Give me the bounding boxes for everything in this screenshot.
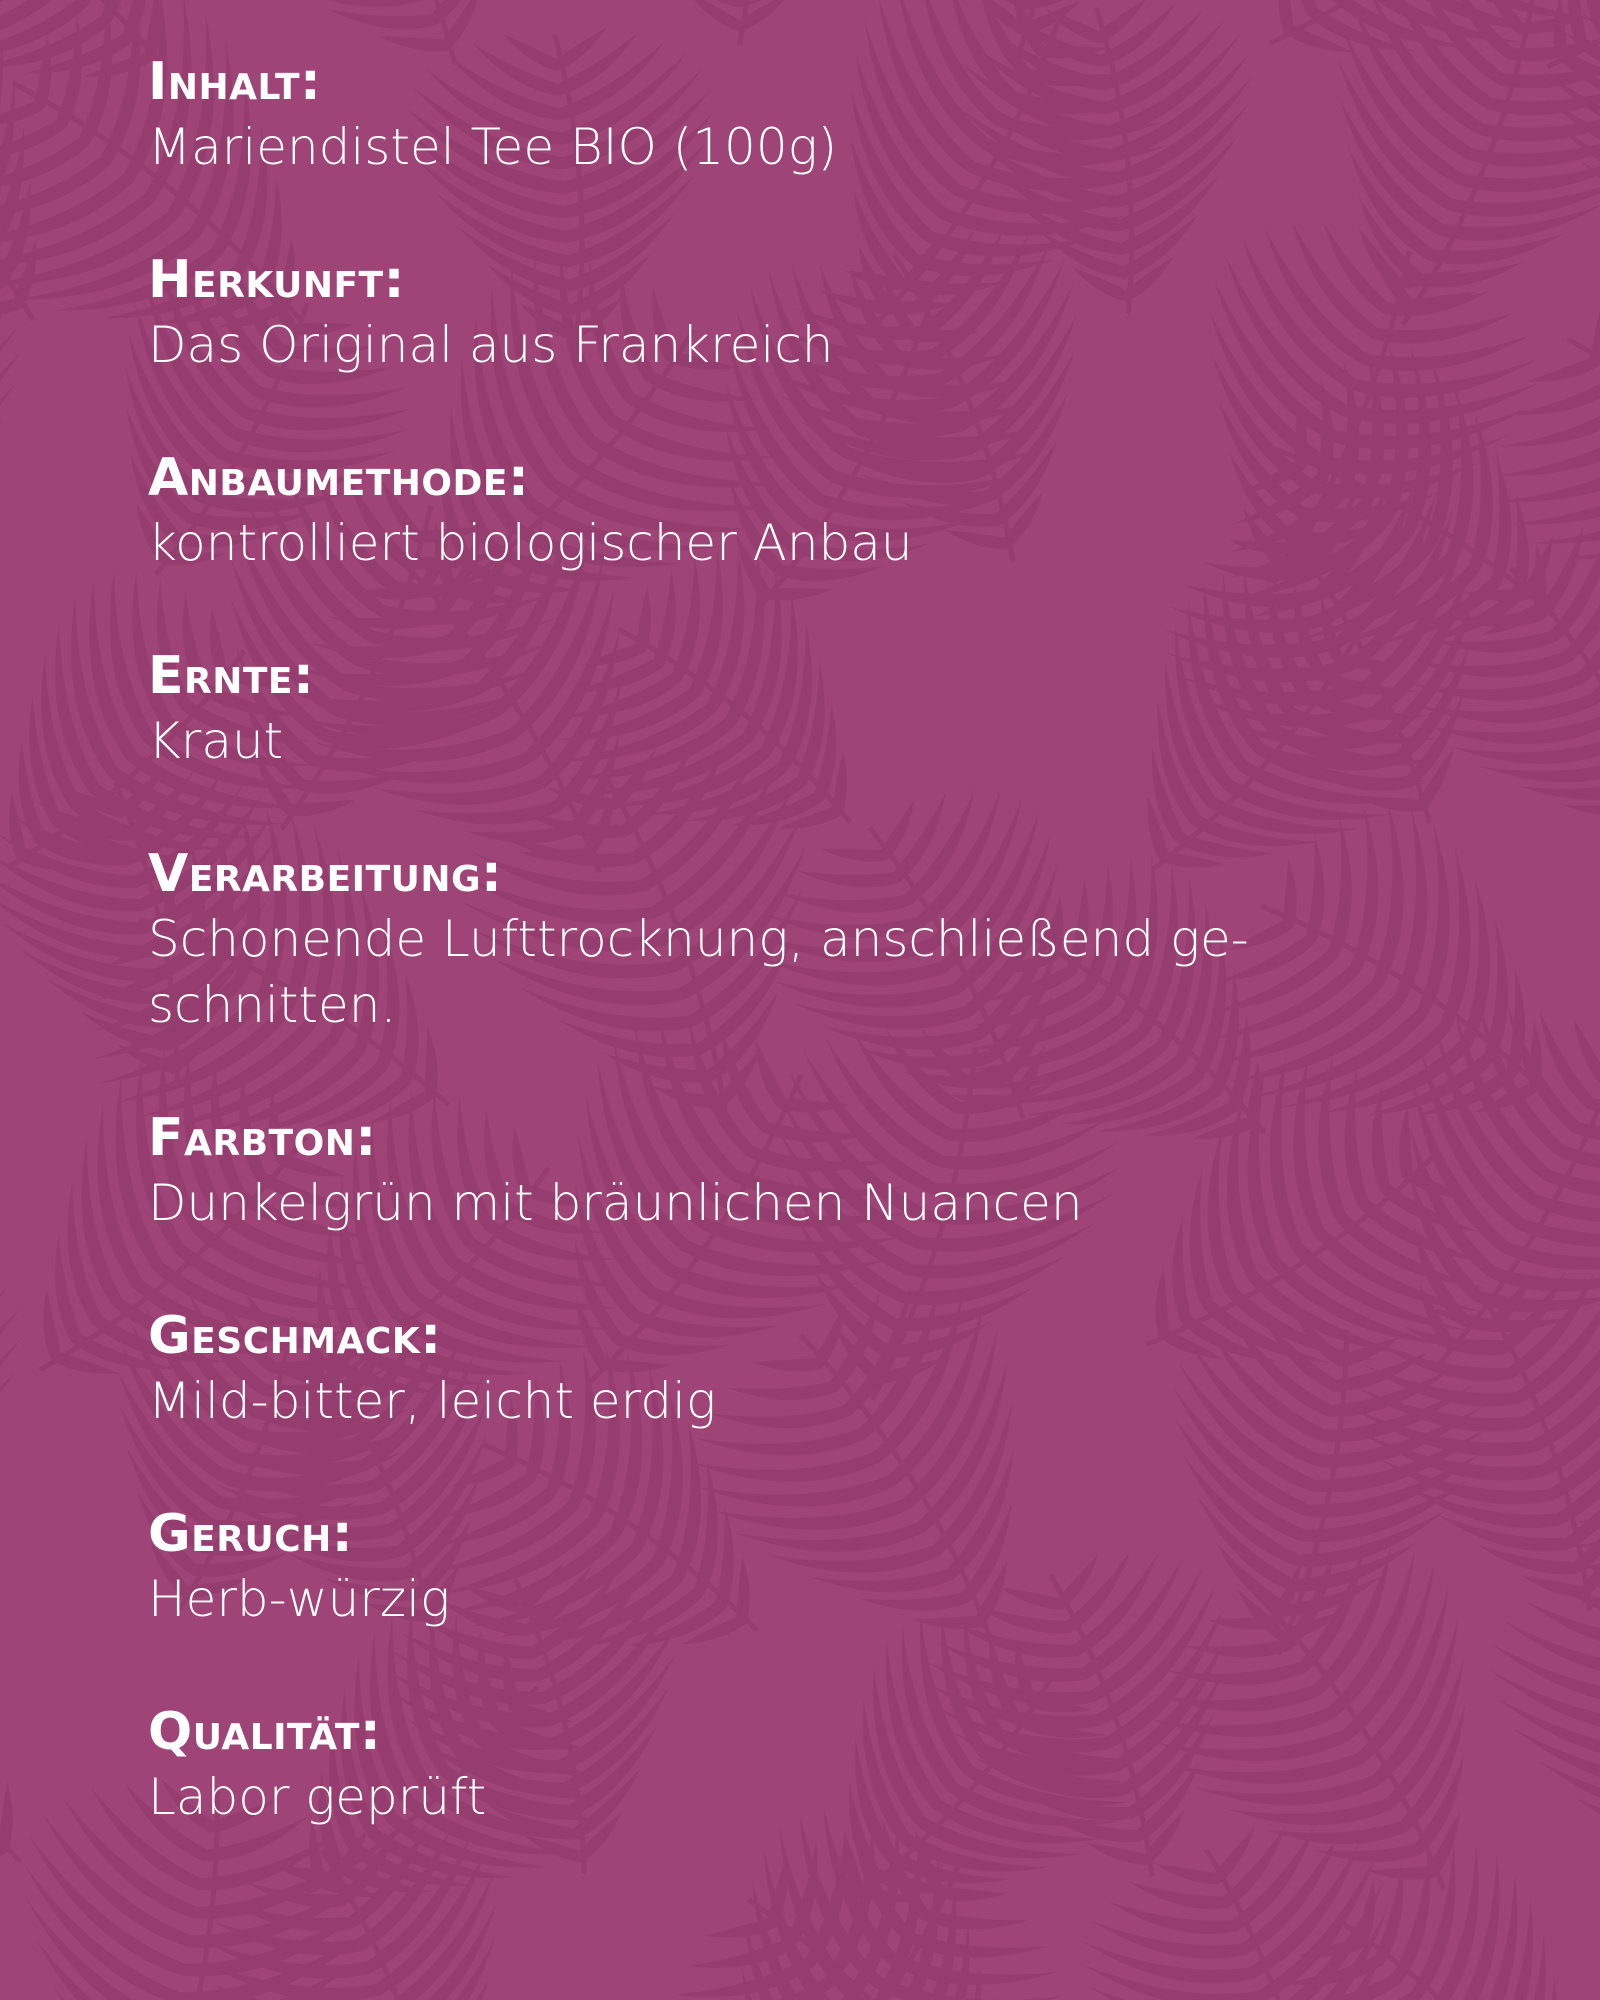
detail-label: Qualität:	[148, 1702, 382, 1762]
detail-value: Mild-bitter, leicht erdig	[148, 1372, 716, 1430]
detail-value: Herb-würzig	[148, 1570, 450, 1628]
detail-value: kontrolliert biologischer Anbau	[148, 514, 913, 572]
detail-anbaumethode	[148, 446, 1468, 576]
detail-label: Ernte:	[148, 646, 315, 706]
product-details-list	[148, 50, 1468, 1830]
detail-inhalt	[148, 50, 1468, 180]
detail-value: Labor geprüft	[148, 1768, 487, 1826]
detail-qualitaet	[148, 1700, 1468, 1830]
detail-value: Kraut	[148, 712, 284, 770]
detail-geruch	[148, 1502, 1468, 1632]
detail-value: Schonende Lufttrocknung, anschließend ge- schnitten.	[148, 910, 1249, 1034]
detail-geschmack	[148, 1304, 1468, 1434]
detail-label: Verarbeitung:	[148, 844, 503, 904]
detail-value: Mariendistel Tee BIO (100g)	[148, 118, 838, 176]
detail-label: Geschmack:	[148, 1306, 442, 1366]
detail-herkunft	[148, 248, 1468, 378]
detail-value: Dunkelgrün mit bräunlichen Nuancen	[148, 1174, 1083, 1232]
detail-value: Das Original aus Frankreich	[148, 316, 834, 374]
detail-label: Inhalt:	[148, 52, 322, 112]
detail-label: Herkunft:	[148, 250, 405, 310]
detail-verarbeitung	[148, 842, 1468, 1038]
detail-label: Farbton:	[148, 1108, 377, 1168]
detail-ernte	[148, 644, 1468, 774]
detail-label: Anbaumethode:	[148, 448, 530, 508]
detail-label: Geruch:	[148, 1504, 354, 1564]
detail-farbton	[148, 1106, 1468, 1236]
